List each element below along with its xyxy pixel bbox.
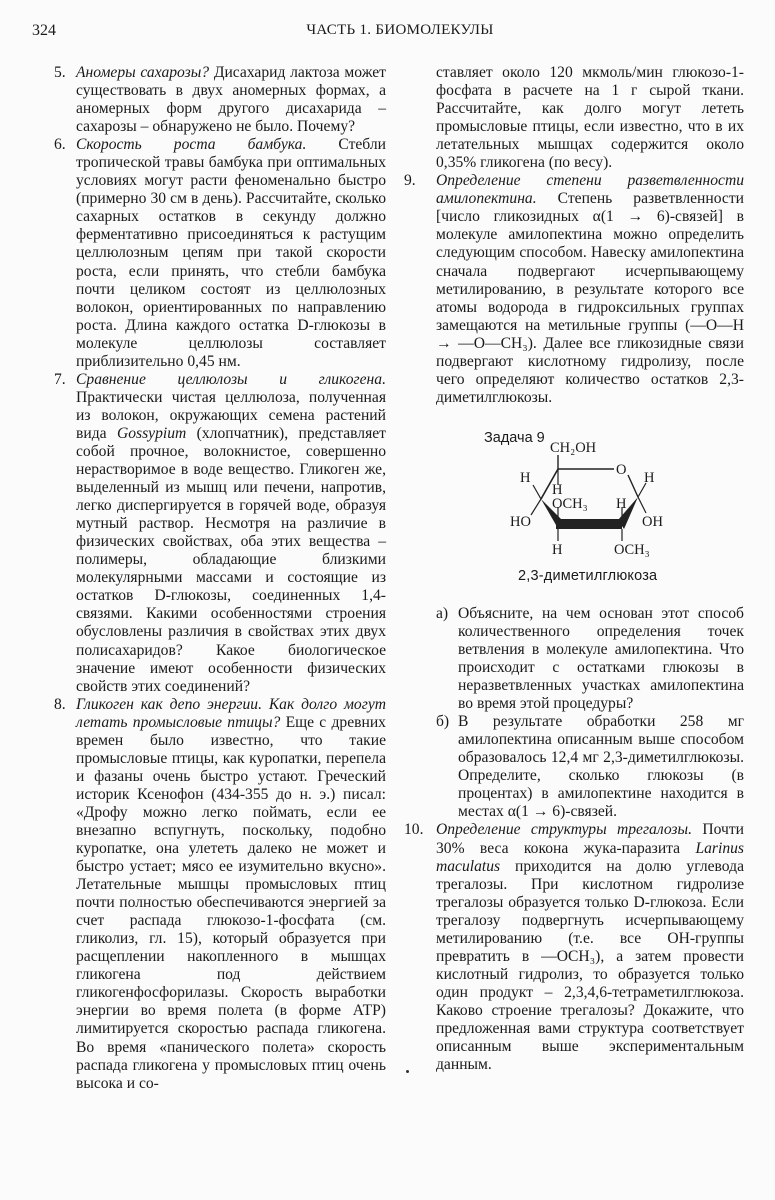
problem-number: 10.: [404, 821, 424, 839]
problem-body: Стебли тропической травы бамбука при оптимальных условиях могут расти феноменально быстро (примерно 30 см в день). Рассчитайте, сколько сахарных остатков в секунду должно ферментативно присоединяться к растущим целлюлозным цепям при такой скорости роста, если принять, что стебли бамбука почти целиком состоят из целлюлозных волокон, ориентированных по направлению роста. Длина каждого остатка D-глюкозы в молекуле целлюлозы составляет приблизительно 0,45 нм.: [76, 136, 386, 370]
problem-title: Определение структуры трегалозы.: [436, 821, 692, 839]
problem-number: 7.: [54, 370, 66, 388]
atom-oh-c1: OH: [642, 513, 663, 530]
subpart-letter: а): [436, 604, 449, 622]
page-header: [0, 22, 775, 46]
problem-number: 5.: [54, 64, 66, 81]
problem-8: [54, 696, 386, 1093]
left-column: [54, 64, 386, 1093]
atom-ch2oh: CH₂OH: [550, 439, 597, 456]
pyranose-ring-structure: [436, 407, 736, 567]
problem-9-subparts: [436, 605, 744, 822]
scan-speck: [406, 1070, 409, 1073]
problem-body-pre: Почти 30% веса кокона жука-паразита: [436, 821, 745, 857]
problem-title: Аномеры сахарозы?: [76, 64, 210, 81]
problem-body: Дисахарид лактоза может существовать в двух аномерных формах, а аномерных форм другого дисахарида – сахарозы – обнаружено не было. Почему?: [76, 64, 387, 136]
atom-och3-c3: OCH₃: [552, 495, 588, 512]
problem-number: 9.: [404, 172, 416, 190]
problem-title: Определение степени разветвленности амилопектина.: [436, 172, 744, 208]
problem-6: [54, 136, 386, 371]
problem-9: [404, 172, 744, 407]
problem-7: [54, 371, 386, 696]
atom-ho-c4: HO: [510, 513, 531, 530]
subpart-b: [436, 713, 744, 821]
problem-10: [404, 821, 744, 1074]
page-number: 324: [32, 22, 56, 39]
species-name: Larinus maculatus: [436, 839, 744, 875]
figure-label: Задача 9: [484, 429, 545, 446]
running-head: ЧАСТЬ 1. БИОМОЛЕКУЛЫ: [306, 22, 494, 38]
problem-body: приходится на долю углевода трегалозы. При кислотном гидролизе трегалозы образуется только D-глюкоза. Если трегалозу подвергнуть исчерпывающему метилированию (т.е. все OH-группы превратить в —OCH₃), а затем провести кислотный гидролиз, то образуется только один продукт – 2,3,4,6-тетраметилглюкоза. Каково строение трегалозы? Докажите, что предложенная вами структура соответствует описанным выше экспериментальным данным.: [436, 857, 744, 1074]
problem-number: 6.: [54, 136, 66, 154]
problem-8-continuation: [404, 64, 744, 172]
subpart-text: Объясните, на чем основан этот способ количественного определения точек ветвления в молекуле амилопектина. Что происходит с остатками глюкозы в неразветвленных участках амилопектина во время этой процедуры?: [458, 604, 744, 713]
problem-body-continued: ставляет около 120 мкмоль/мин глюкозо-1-фосфата в расчете на 1 г сырой ткани. Рассчитайте, как долго могут лететь промысловые птицы, если известно, что в их летательных мышцах содержится около 0,35% гликогена (по весу).: [436, 64, 744, 172]
subpart-text: В результате обработки 258 мг амилопектина описанным выше способом образовалось 12,4 мг 2,3-диметилглюкозы. Определите, сколько глюкозы (в процентах) в амилопектине находится в местах α(1 → 6)-связей.: [458, 713, 744, 821]
problem-body-pre: Практически чистая целлюлоза, полученная из волокон, окружающих семена растений вида: [76, 388, 386, 442]
subpart-letter: б): [436, 713, 450, 731]
problem-title: Скорость роста бамбука.: [76, 136, 307, 154]
problem-5: [54, 64, 386, 136]
atom-och3-c2: OCH₃: [614, 541, 650, 558]
atom-h-c4: H: [520, 469, 531, 486]
atom-h-c1: H: [644, 469, 655, 486]
problem-number: 8.: [54, 695, 66, 713]
atom-h-c5: H: [552, 481, 563, 498]
right-column: [404, 64, 744, 1074]
problem-body: Степень разветвленности [число гликозидных α(1 → 6)-связей] в молекуле амилопектина можно определить следующим способом. Навеску амилопектина сначала подвергают исчерпывающему метилированию, в результате которого все атомы водорода в гидроксильных группах замещаются на метильные группы (—O—H → —O—CH₃). Далее все гликозидные связи подвергают кислотному гидролизу, после чего определяют количество остатков 2,3-диметилглюкозы.: [436, 190, 744, 406]
atom-ring-oxygen: O: [616, 461, 627, 478]
figure-caption: 2,3-диметилглюкоза: [518, 567, 658, 584]
problem-body: Еще с древних времен было известно, что такие промысловые птицы, как куропатки, перепела и фазаны очень быстро устают. Греческий историк Ксенофон (434-355 до н. э.) писал: «Дрофу можно легко поймать, если ее внезапно вспугнуть, поскольку, подобно куропатке, она улететь далеко не может и быстро устает; мясо ее изумительно вкусно». Летательные мышцы промысловых птиц почти полностью обеспечиваются энергией за счет распада глюкозо-1-фосфата (см. гликолиз, гл. 15), который образуется при расщеплении накопленного в мышцах гликогена под действием гликогенфосфорилазы. Скорость выработки энергии во время полета (в форме АТР) лимитируется скоростью распада гликогена. Во время «панического полета» скорость распада гликогена у промысловых птиц очень высока и со-: [76, 713, 386, 1092]
problem-title: Гликоген как депо энергии. Как долго могут летать промысловые птицы?: [76, 695, 386, 731]
problem-title: Сравнение целлюлозы и гликогена.: [76, 370, 386, 388]
atom-h-c2: H: [616, 495, 627, 512]
subpart-a: [436, 605, 744, 713]
problem-body: (хлопчатник), представляет собой прочное, волокнистое, совершенно нерастворимое в воде вещество. Гликоген же, выделенный из мышц или печени, напротив, легко диспергируется в горячей воде, образуя мутный раствор. Несмотря на различие в физических свойствах, оба этих вещества – полимеры, обладающие близкими молекулярными массами и состоящие из остатков D-глюкозы, соединенных 1,4-связями. Какими особенностями строения обусловлены различия в свойствах этих двух полисахаридов? Какое биологическое значение имеют особенности физических свойств этих соединений?: [76, 424, 386, 695]
species-name: Gossypium: [116, 424, 187, 442]
atom-h-c3: H: [552, 541, 563, 558]
